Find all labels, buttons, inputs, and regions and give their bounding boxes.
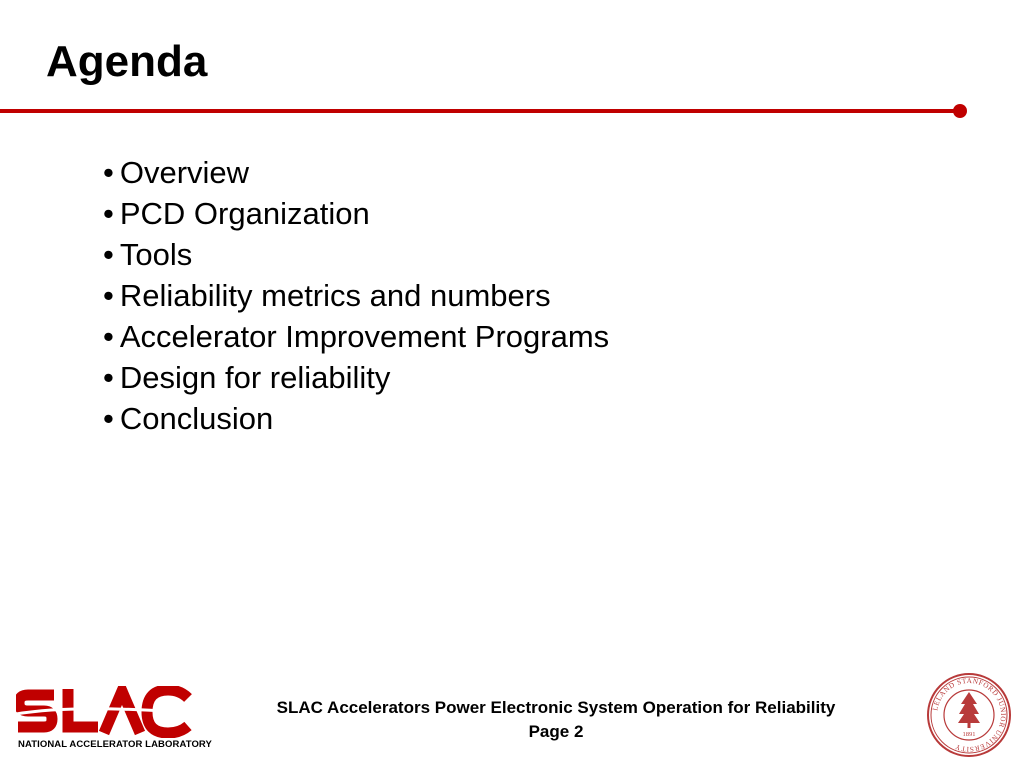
bullet-glyph: • bbox=[103, 360, 114, 395]
seal-year: 1891 bbox=[962, 731, 976, 738]
page-number: Page 2 bbox=[528, 722, 584, 741]
bullet-glyph: • bbox=[103, 319, 114, 354]
agenda-item-label: Reliability metrics and numbers bbox=[119, 278, 551, 313]
agenda-list bbox=[103, 152, 609, 439]
slide-footer bbox=[226, 696, 886, 744]
agenda-item-overview bbox=[103, 152, 609, 193]
bullet-glyph: • bbox=[103, 237, 114, 272]
agenda-item-design-for-reliability bbox=[103, 357, 609, 398]
agenda-item-label: Conclusion bbox=[119, 401, 274, 436]
agenda-item-reliability-metrics bbox=[103, 275, 609, 316]
bullet-glyph: • bbox=[103, 155, 114, 190]
agenda-item-conclusion bbox=[103, 398, 609, 439]
slac-logo bbox=[16, 686, 212, 754]
stanford-seal-icon bbox=[926, 672, 1012, 758]
agenda-item-improvement-programs bbox=[103, 316, 609, 357]
title-divider bbox=[0, 109, 958, 113]
agenda-item-label: Overview bbox=[119, 155, 250, 190]
bullet-glyph: • bbox=[103, 196, 114, 231]
agenda-item-label: Tools bbox=[119, 237, 193, 272]
agenda-item-pcd-organization bbox=[103, 193, 609, 234]
slide-title: Agenda bbox=[46, 37, 208, 86]
bullet-glyph: • bbox=[103, 401, 114, 436]
slac-wordmark-icon bbox=[16, 686, 192, 738]
agenda-item-label: Design for reliability bbox=[119, 360, 391, 395]
agenda-item-tools bbox=[103, 234, 609, 275]
bullet-glyph: • bbox=[103, 278, 114, 313]
footer-title: SLAC Accelerators Power Electronic System Operation for Reliability bbox=[276, 698, 836, 717]
slac-logo-subtitle: NATIONAL ACCELERATOR LABORATORY bbox=[18, 739, 212, 750]
agenda-item-label: Accelerator Improvement Programs bbox=[119, 319, 610, 354]
divider-end-dot bbox=[953, 104, 967, 118]
agenda-item-label: PCD Organization bbox=[119, 196, 370, 231]
seal-ring-text: LELAND STANFORD JUNIOR UNIVERSITY bbox=[931, 676, 1008, 754]
